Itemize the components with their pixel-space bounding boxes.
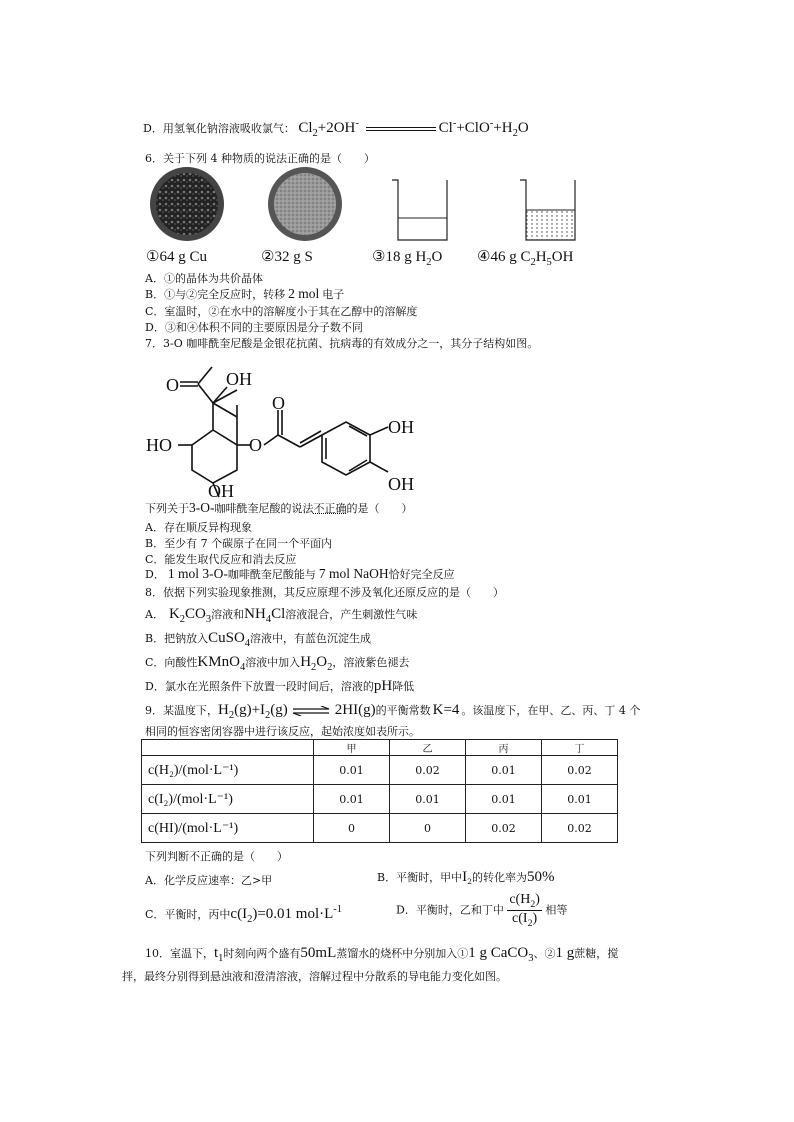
table-row: c(HI)/(mol·L⁻¹) 0 0 0.02 0.02 bbox=[142, 814, 618, 843]
row-label-hi: c(HI)/(mol·L⁻¹) bbox=[142, 814, 314, 843]
table-row: c(I₂)/(mol·L⁻¹) 0.01 0.01 0.01 0.01 bbox=[142, 785, 618, 814]
q10-line2: 拌，最终分别得到悬浊液和澄清溶液，溶解过程中分散系的导电能力变化如图。 bbox=[122, 970, 507, 983]
q6-images bbox=[140, 166, 610, 246]
header-yi: 乙 bbox=[390, 740, 466, 756]
struct-ho-left: HO bbox=[146, 435, 172, 455]
q8-option-d: D．氯水在光照条件下放置一段时间后，溶液的pH降低 bbox=[145, 678, 415, 694]
q6-option-b: B．①与②完全反应时，转移 2 mol 电子 bbox=[145, 286, 345, 301]
header-ding: 丁 bbox=[542, 740, 618, 756]
q6-label-ethanol: ④46 g $C_2H_5OH$ bbox=[477, 249, 574, 268]
struct-o-keto: O bbox=[272, 393, 285, 413]
q6-option-d: D．③和④体积不同的主要原因是分子数不同 bbox=[145, 321, 363, 334]
q9-concentration-table bbox=[141, 739, 618, 843]
q9-stem: 9．某温度下，$H_2(g)+I_2(g)$ 2HI(g)的平衡常数 K=4 。该温度下，在甲、乙、丙、丁 4 个 bbox=[145, 702, 641, 721]
q5-d-equation: $Cl_2+2OH^-$ $Cl^-+ClO^-+H_2O$ bbox=[298, 118, 529, 139]
struct-o-ester: O bbox=[249, 435, 262, 455]
header-bing: 丙 bbox=[466, 740, 542, 756]
q6-option-c: C．室温时，②在水中的溶解度小于其在乙醇中的溶解度 bbox=[145, 305, 418, 318]
q8-option-a: A． $K_2CO_3$溶液和$NH_4Cl$溶液混合，产生刺激性气味 bbox=[145, 606, 418, 625]
beaker-ethanol-icon bbox=[520, 180, 575, 240]
header-jia: 甲 bbox=[314, 740, 390, 756]
q5-option-d bbox=[143, 118, 529, 139]
q8-option-c: C．向酸性KMnO$_4$溶液中加入$H_2O_2$，溶液紫色褪去 bbox=[145, 654, 410, 673]
row-label-h2: c(H₂)/(mol·L⁻¹) bbox=[142, 756, 314, 785]
q6-label-s: ②32 g S bbox=[261, 249, 313, 265]
ratio-fraction: $\frac{c(H_2)}{c(I_2)}$ bbox=[509, 892, 540, 929]
q6-label-cu: ①64 g Cu bbox=[146, 249, 207, 265]
q6-option-a: A．①的晶体为共价晶体 bbox=[145, 272, 263, 285]
q7-option-b: B．至少有 7 个碳原子在同一个平面内 bbox=[145, 537, 333, 550]
row-label-i2: c(I₂)/(mol·L⁻¹) bbox=[142, 785, 314, 814]
q8-stem: 8．依据下列实验现象推测，其反应原理不涉及氧化还原反应的是（ ） bbox=[145, 586, 504, 599]
q5-d-label: D．用氢氧化钠溶液吸收氯气： bbox=[143, 122, 295, 135]
q9-option-d: D．平衡时，乙和丁中 $\frac{c(H_2)}{c(I_2)}$ 相等 bbox=[396, 892, 568, 929]
q6-label-h2o: ③18 g $H_2O$ bbox=[372, 249, 443, 268]
q8-option-b: B．把钠放入CuSO$_4$溶液中，有蓝色沉淀生成 bbox=[145, 630, 372, 649]
struct-oh-ring1: OH bbox=[388, 417, 414, 437]
q9-option-c: C．平衡时，丙中$c(I_2)=0.01$ $mol\cdot L^{-1}$ bbox=[145, 904, 343, 925]
q7-molecule-skeleton bbox=[140, 355, 440, 500]
q7-option-d: D． 1 mol 3-O-咖啡酰奎尼酸能与 7 mol NaOH恰好完全反应 bbox=[145, 566, 455, 581]
q9-option-a: A．化学反应速率：乙>甲 bbox=[145, 874, 273, 887]
struct-oh-ring2: OH bbox=[388, 474, 414, 494]
equilibrium-arrow-icon bbox=[291, 706, 331, 716]
q9-option-b: B．平衡时，甲中$I_2$的转化率为50% bbox=[377, 869, 555, 887]
struct-oh-bottom: OH bbox=[208, 481, 234, 500]
q7-option-c: C．能发生取代反应和消去反应 bbox=[145, 553, 297, 566]
q6-stem: 6．关于下列 4 种物质的说法正确的是（ ） bbox=[145, 152, 375, 165]
q7-question: 下列关于3-O-咖啡酰奎尼酸的说法不正确的是（ ） bbox=[145, 500, 413, 515]
q9-stem-line2: 相同的恒容密闭容器中进行该反应，起始浓度如表所示。 bbox=[145, 725, 420, 738]
struct-oh-top: OH bbox=[226, 369, 252, 389]
q10-line1: 10．室温下，$t_1$时刻向两个盛有50mL蒸馏水的烧杯中分别加入①1 g CaCO$_3$、②1 g蔗糖，搅 bbox=[145, 945, 619, 964]
q7-stem: 7．3-O 咖啡酰奎尼酸是金银花抗菌、抗病毒的有效成分之一，其分子结构如图。 bbox=[145, 337, 539, 350]
beaker-water-icon bbox=[392, 180, 447, 240]
table-header-row bbox=[142, 740, 618, 756]
table-row: c(H₂)/(mol·L⁻¹) 0.01 0.02 0.01 0.02 bbox=[142, 756, 618, 785]
q9-judge: 下列判断不正确的是（ ） bbox=[145, 850, 288, 863]
q7-option-a: A．存在顺反异构现象 bbox=[145, 521, 252, 534]
struct-o-carbonyl: O bbox=[166, 375, 179, 395]
